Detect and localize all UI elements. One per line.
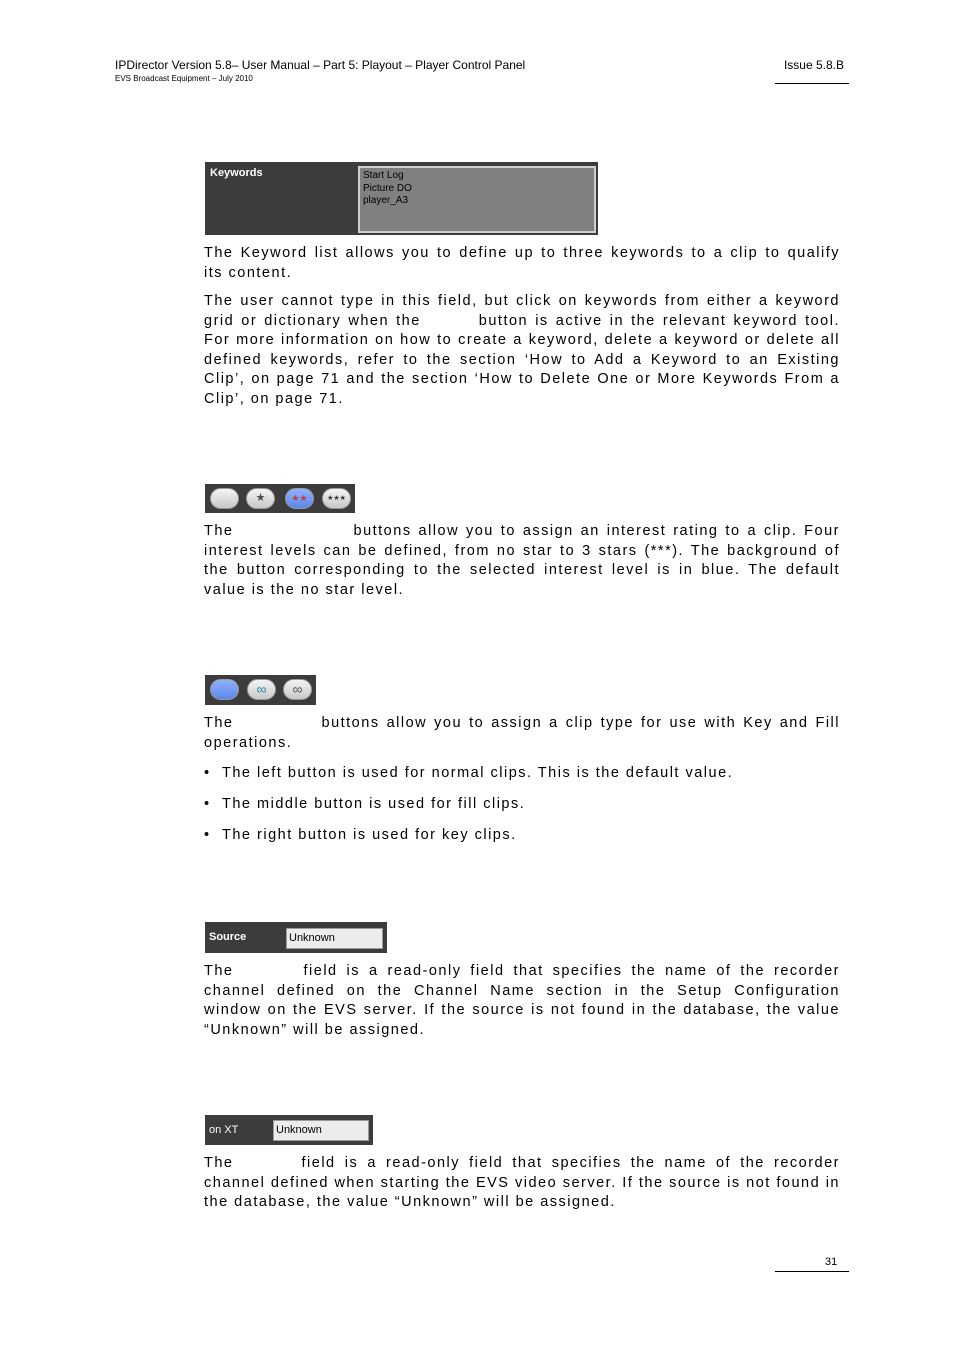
source-label: Source <box>209 931 247 943</box>
header-title: IPDirector Version 5.8– User Manual – Part 5: Playout – Player Control Panel <box>115 58 526 72</box>
clip-type-rest: buttons allow you to assign a clip type for use with Key and Fill operations. <box>204 715 840 751</box>
clip-type-normal-button[interactable] <box>210 679 239 700</box>
source-lead: The <box>204 963 234 979</box>
page-number: 31 <box>825 1256 838 1268</box>
header-rule <box>775 83 849 84</box>
list-item: • The middle button is used for fill clips. <box>204 796 526 812</box>
source-rest: field is a read-only field that specifies the name of the recorder channel defined on the Channel Name section in the Setup Configuration window on the EVS server. If the source is not found in the database, the value “Unknown” will be assigned. <box>204 963 840 1038</box>
list-item: • The left button is used for normal clips. This is the default value. <box>204 765 734 781</box>
interest-paragraph <box>204 522 840 600</box>
keywords-paragraph-2 <box>204 292 840 409</box>
keywords-label: Keywords <box>210 167 263 179</box>
source-field: Unknown <box>286 928 383 949</box>
clip-type-fill-button[interactable]: ∞ <box>247 679 276 700</box>
interest-2-star-button[interactable]: ★★ <box>285 488 314 509</box>
header-issue: Issue 5.8.B <box>783 58 844 72</box>
clip-type-lead: The <box>204 715 234 731</box>
clip-type-key-button[interactable]: ∞ <box>283 679 312 700</box>
on-xt-panel <box>205 1115 373 1145</box>
clip-type-paragraph <box>204 714 840 753</box>
interest-3-star-button[interactable]: ★★★ <box>322 488 351 509</box>
interest-level-bar <box>205 484 355 513</box>
source-paragraph <box>204 962 840 1040</box>
interest-lead: The <box>204 523 234 539</box>
interest-none-button[interactable] <box>210 488 239 509</box>
keyword-item[interactable]: Picture DO <box>363 182 412 194</box>
keyword-item[interactable]: Start Log <box>363 170 404 181</box>
keywords-paragraph-1: The Keyword list allows you to define up to three keywords to a clip to qualify its content. <box>204 245 840 281</box>
on-xt-label: on XT <box>209 1124 239 1136</box>
clip-type-bar <box>205 675 316 705</box>
on-xt-field: Unknown <box>273 1120 369 1141</box>
on-xt-paragraph <box>204 1154 840 1213</box>
footer-rule <box>775 1271 849 1272</box>
on-xt-lead: The <box>204 1155 234 1171</box>
on-xt-rest: field is a read-only field that specifies the name of the recorder channel defined when starting the EVS video server. If the source is not found in the database, the value “Unknown” will be assigned. <box>204 1155 840 1210</box>
keywords-panel <box>205 162 598 235</box>
interest-rest: buttons allow you to assign an interest rating to a clip. Four interest levels can be defined, from no star to 3 stars (***). The background of the button corresponding to the selected interest level is in blue. The default value is the no star level. <box>204 523 840 598</box>
keywords-paragraph-2b: button is active in the relevant keyword tool. For more information on how to create a keyword, delete a keyword or delete all defined keywords, refer to the section ‘How to Add a Keyword to an Existing Clip’, on page 71 and the section ‘How to Delete One or More Keywords From a Clip’, on page 71. <box>204 312 840 407</box>
keywords-list[interactable] <box>358 166 596 233</box>
keywords-paragraph-2a: The user cannot type in this field, but click on keywords from either a keyword grid or dictionary when the <box>204 293 840 329</box>
interest-1-star-button[interactable]: ★ <box>246 488 275 509</box>
list-item: • The right button is used for key clips. <box>204 827 517 843</box>
header-subtitle: EVS Broadcast Equipment – July 2010 <box>115 74 253 83</box>
keyword-item[interactable]: player_A3 <box>363 195 409 206</box>
source-panel <box>205 922 387 953</box>
